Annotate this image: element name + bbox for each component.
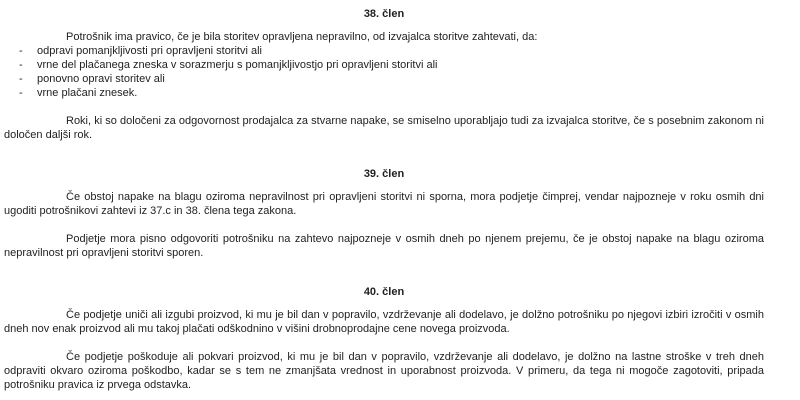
article-38-bullet-list [4, 44, 764, 100]
dash-marker: - [19, 87, 23, 99]
dash-marker: - [19, 45, 23, 57]
article-40-paragraph: Če podjetje poškoduje ali pokvari proizvod, ki mu je bil dan v popravilo, vzdrževanje ali dodelavo, je dolžno na lastne stroške v treh dneh odpraviti okvaro oziroma poškodbo, kadar se s tem ne zmanjšata vrednost in uporabnost proizvoda. V primeru, da tega ni mogoče zagotoviti, pripada potrošniku pravica iz prvega odstavka. [4, 351, 764, 391]
list-item-text: ponovno opravi storitev ali [37, 73, 165, 85]
article-40 [4, 285, 764, 392]
list-item [4, 86, 764, 100]
article-39 [4, 167, 764, 260]
dash-marker: - [19, 73, 23, 85]
list-item [4, 72, 764, 86]
dash-marker: - [19, 59, 23, 71]
article-39-paragraph: Podjetje mora pisno odgovoriti potrošniku na zahtevo najpozneje v osmih dneh po njenem prejemu, če je obstoj napake na blagu oziroma nepravilnost pri opravljeni storitvi sporen. [4, 233, 764, 259]
article-38 [4, 7, 764, 142]
article-38-paragraph: Roki, ki so določeni za odgovornost prodajalca za stvarne napake, se smiselno uporabljajo tudi za izvajalca storitve, če s posebnim zakonom ni določen daljši rok. [4, 115, 764, 141]
article-38-intro-paragraph: Potrošnik ima pravico, če je bila storitev opravljena nepravilno, od izvajalca storitve zahtevati, da: [66, 31, 538, 43]
list-item-text: vrne del plačanega zneska v sorazmerju s pomanjkljivostjo pri opravljeni storitvi ali [37, 59, 438, 71]
article-39-paragraph: Če obstoj napake na blagu oziroma nepravilnost pri opravljeni storitvi ni sporna, mora podjetje čimprej, vendar najpozneje v roku osmih dni ugoditi potrošnikovi zahtevi iz 37.c in 38. člena tega zakona. [4, 191, 764, 217]
list-item-text: odpravi pomanjkljivosti pri opravljeni storitvi ali [37, 45, 262, 57]
list-item [4, 58, 764, 72]
list-item-text: vrne plačani znesek. [37, 87, 138, 99]
list-item [4, 44, 764, 58]
article-39-heading: 39. člen [363, 168, 405, 180]
article-40-paragraph: Če podjetje uniči ali izgubi proizvod, ki mu je bil dan v popravilo, vzdrževanje ali dodelavo, je dolžno potrošniku po njegovi izbiri izročiti v osmih dneh nov enak proizvod ali mu takoj plačati odškodnino v višini drobnoprodajne cene novega proizvoda. [4, 309, 764, 335]
article-40-heading: 40. člen [363, 286, 405, 298]
article-38-heading: 38. člen [363, 8, 405, 20]
